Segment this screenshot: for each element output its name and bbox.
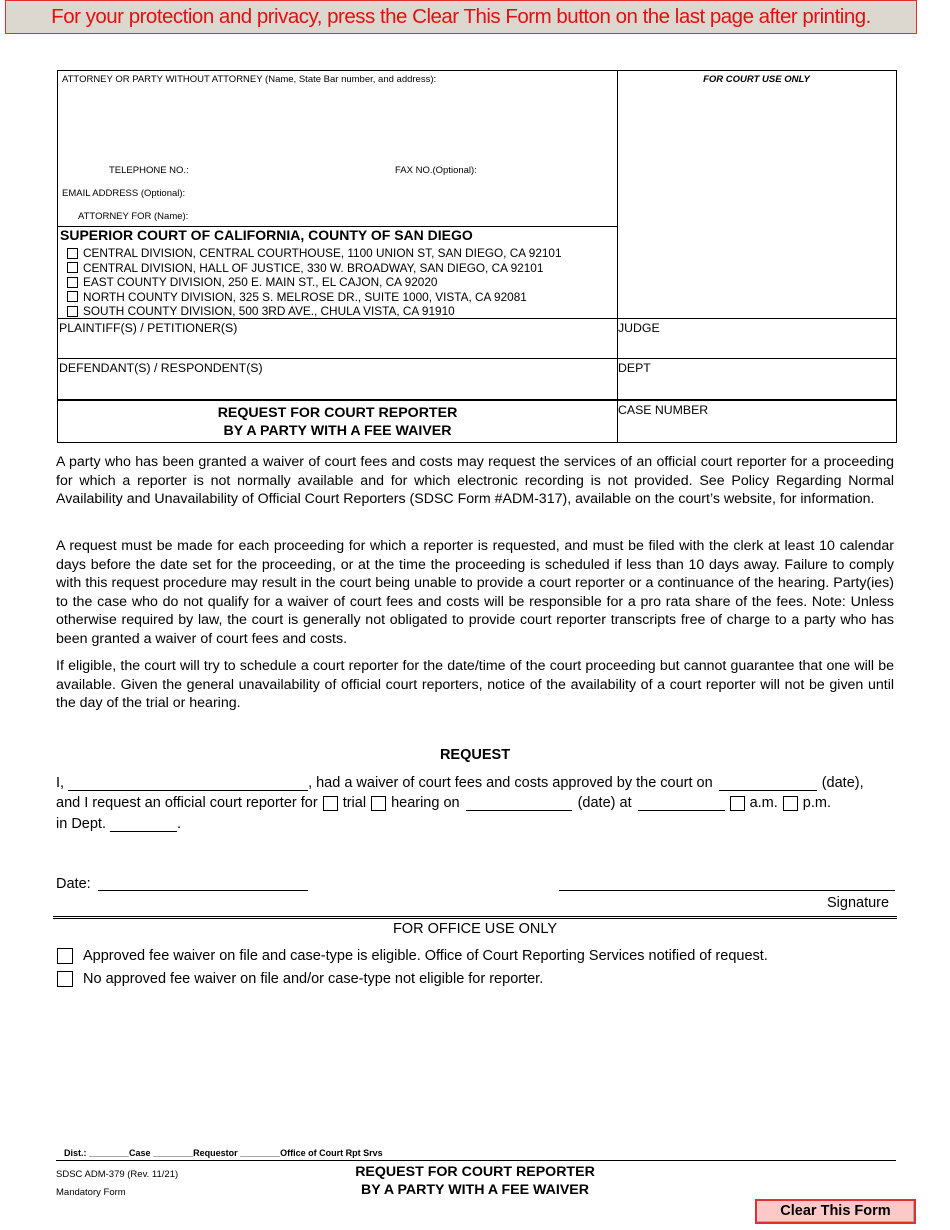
mandatory-label: Mandatory Form (56, 1187, 126, 1198)
not-approved-checkbox[interactable] (57, 971, 73, 987)
signature-label: Signature (827, 895, 890, 911)
court-use-box (617, 71, 896, 318)
division-option[interactable]: SOUTH COUNTY DIVISION, 500 3RD AVE., CHULA VISTA, CA 91910 (67, 304, 455, 318)
caption-header (57, 70, 897, 443)
procedure-paragraph: A request must be made for each proceeding for which a reporter is requested, and must be filed with the clerk at least 10 calendar days before the date set for the proceeding, or at the time the proceeding is scheduled if less than 10 days away. Failure to comply with this request procedure may result in the court being unable to provide a court reporter or a continuance of the hearing. Party(ies) to the case who do not qualify for a waiver of court fees and costs will be responsible for a pro rata share of the fees. Note: Unless otherwise required by law, the court is generally not obligated to provide court reporter transcripts free of charge to a party who has been granted a waiver of court fees and costs. (56, 538, 894, 647)
clear-form-button[interactable]: Clear This Form (755, 1199, 916, 1224)
privacy-banner: For your protection and privacy, press the Clear This Form button on the last page after printing. (5, 0, 917, 34)
proceeding-date-field[interactable] (466, 796, 572, 811)
division-option[interactable]: NORTH COUNTY DIVISION, 325 S. MELROSE DR., SUITE 1000, VISTA, CA 92081 (67, 290, 527, 304)
date-label: Date: (56, 876, 91, 892)
email-label: EMAIL ADDRESS (Optional): (62, 188, 186, 199)
division-checkbox[interactable] (67, 306, 78, 317)
court-use-label: FOR COURT USE ONLY (703, 74, 810, 85)
request-heading: REQUEST (439, 747, 511, 763)
plaintiff-row[interactable] (58, 318, 896, 358)
office-option-not-approved[interactable]: No approved fee waiver on file and/or case-type not eligible for reporter. (57, 971, 543, 987)
telephone-label: TELEPHONE NO.: (109, 165, 189, 176)
eligibility-paragraph: If eligible, the court will try to schedule a court reporter for the date/time of the court proceeding but cannot guarantee that one will be available. Given the general unavailability of official court reporters, notice of the availability of a court reporter will not be given until the day of the trial or hearing. (56, 658, 894, 712)
office-option-approved[interactable]: Approved fee waiver on file and case-type is eligible. Office of Court Reporting Services notified of request. (57, 948, 768, 964)
division-option[interactable]: CENTRAL DIVISION, HALL OF JUSTICE, 330 W. BROADWAY, SAN DIEGO, CA 92101 (67, 261, 543, 275)
division-checkbox[interactable] (67, 291, 78, 302)
trial-checkbox[interactable] (323, 796, 338, 811)
title-row (58, 399, 896, 443)
defendant-label: DEFENDANT(S) / RESPONDENT(S) (59, 361, 263, 375)
plaintiff-label: PLAINTIFF(S) / PETITIONER(S) (59, 321, 238, 335)
division-option[interactable]: EAST COUNTY DIVISION, 250 E. MAIN ST., EL CAJON, CA 92020 (67, 275, 437, 289)
division-checkbox[interactable] (67, 248, 78, 259)
name-field[interactable] (68, 776, 308, 791)
section-divider (53, 916, 897, 919)
approved-checkbox[interactable] (57, 948, 73, 964)
fax-label: FAX NO.(Optional): (395, 165, 477, 176)
division-checkbox[interactable] (67, 277, 78, 288)
footer-title: REQUEST FOR COURT REPORTER BY A PARTY WITH A FEE WAIVER (355, 1164, 595, 1198)
court-division-box (58, 226, 618, 318)
court-title: SUPERIOR COURT OF CALIFORNIA, COUNTY OF SAN DIEGO (60, 227, 473, 243)
am-checkbox[interactable] (730, 796, 745, 811)
footer-rule (56, 1160, 896, 1161)
pm-checkbox[interactable] (783, 796, 798, 811)
request-line-2: and I request an official court reporter for trial hearing on (date) at a.m. p.m. (56, 795, 831, 811)
signature-field[interactable] (559, 890, 895, 891)
attorney-label: ATTORNEY OR PARTY WITHOUT ATTORNEY (Name, State Bar number, and address): (62, 74, 437, 85)
dept-label: DEPT (618, 361, 651, 375)
date-field[interactable] (98, 890, 308, 891)
defendant-row[interactable] (58, 358, 896, 399)
form-title: REQUEST FOR COURT REPORTER BY A PARTY WITH A FEE WAIVER (217, 405, 458, 439)
dept-field[interactable] (110, 817, 177, 832)
form-number: SDSC ADM-379 (Rev. 11/21) (56, 1169, 179, 1180)
request-line-1: I, , had a waiver of court fees and costs approved by the court on (date), (56, 775, 864, 791)
hearing-checkbox[interactable] (371, 796, 386, 811)
office-use-heading: FOR OFFICE USE ONLY (392, 921, 558, 937)
approval-date-field[interactable] (719, 776, 817, 791)
division-option[interactable]: CENTRAL DIVISION, CENTRAL COURTHOUSE, 1100 UNION ST, SAN DIEGO, CA 92101 (67, 246, 562, 260)
attorney-for-label: ATTORNEY FOR (Name): (78, 211, 189, 222)
intro-paragraph: A party who has been granted a waiver of court fees and costs may request the services of an official court reporter for a proceeding for which a reporter is not normally available and for which electronic recording is not provided. See Policy Regarding Normal Availability and Unavailability of Official Court Reporters (SDSC Form #ADM-317), available on the court’s website, for information. (56, 454, 894, 508)
proceeding-time-field[interactable] (638, 796, 725, 811)
judge-label: JUDGE (618, 321, 660, 335)
attorney-box[interactable] (58, 71, 618, 226)
case-number-label: CASE NUMBER (618, 403, 709, 417)
distribution-line: Dist.: ________Case ________Requestor ________Office of Court Rpt Srvs (64, 1148, 383, 1158)
request-line-3: in Dept. . (56, 816, 182, 832)
division-checkbox[interactable] (67, 262, 78, 273)
